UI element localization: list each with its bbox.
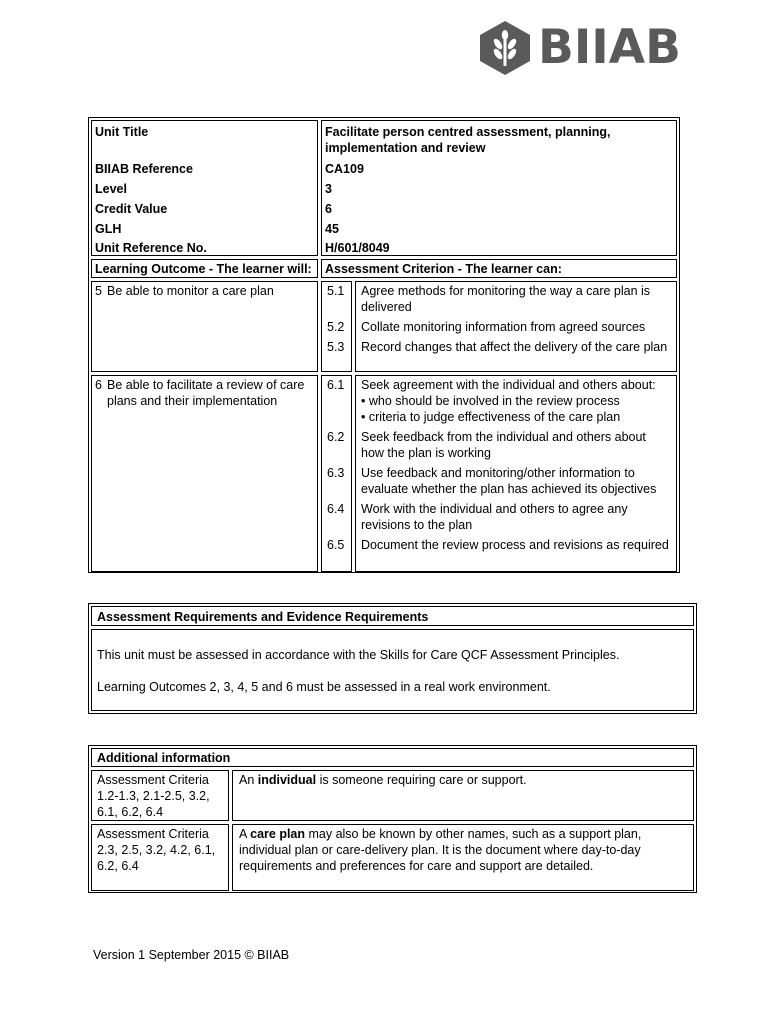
additional-definition-cell — [232, 770, 694, 821]
logo-text: BIIAB — [538, 20, 681, 75]
unit-title-value: Facilitate person centred assessment, planning, implementation and review — [325, 125, 611, 155]
meta-value: 3 — [325, 182, 332, 196]
assessment-requirements-table — [88, 603, 697, 714]
criterion-number: 6.3 — [327, 466, 345, 480]
criterion-text: Record changes that affect the delivery of the care plan — [361, 340, 668, 354]
unit-table — [88, 117, 680, 573]
criteria-text-column — [355, 375, 677, 572]
criterion-bullet: • who should be involved in the review process — [361, 394, 620, 408]
criteria-text-column — [355, 281, 677, 372]
meta-label: Unit Reference No. — [95, 241, 207, 255]
criterion-number: 5.1 — [327, 284, 345, 298]
learning-outcome-5 — [91, 281, 318, 372]
outcome-number: 5 — [95, 284, 102, 298]
meta-label: Level — [95, 182, 127, 196]
additional-definition-cell — [232, 824, 694, 891]
criterion-bullet: • criteria to judge effectiveness of the care plan — [361, 410, 621, 424]
outcome-number: 6 — [95, 378, 102, 392]
criterion-text: Work with the individual and others to agree any revisions to the plan — [361, 502, 628, 532]
meta-label: BIIAB Reference — [95, 162, 193, 176]
criterion-text: Seek agreement with the individual and others about: — [361, 378, 656, 392]
meta-value: 45 — [325, 222, 339, 236]
bullet-text: criteria to judge effectiveness of the care plan — [368, 410, 621, 424]
meta-value: 6 — [325, 202, 332, 216]
criterion-text: Use feedback and monitoring/other information to evaluate whether the plan has achieved its objectives — [361, 466, 657, 496]
requirements-title: Assessment Requirements and Evidence Requirements — [91, 606, 694, 626]
criterion-number: 6.2 — [327, 430, 345, 444]
wheat-hexagon-icon — [478, 20, 532, 76]
meta-label: Unit Title — [95, 125, 149, 139]
definition-term: individual — [257, 773, 317, 787]
definition-prefix: A — [239, 827, 251, 841]
criterion-text: Seek feedback from the individual and others about how the plan is working — [361, 430, 646, 460]
outcome-label: Be able to monitor a care plan — [107, 284, 274, 298]
meta-value: CA109 — [325, 162, 364, 176]
additional-information-table — [88, 745, 697, 893]
criterion-text: Agree methods for monitoring the way a care plan is delivered — [361, 284, 651, 314]
criterion-number: 5.3 — [327, 340, 345, 354]
meta-label: Credit Value — [95, 202, 168, 216]
criterion-number: 6.4 — [327, 502, 345, 516]
additional-title: Additional information — [91, 748, 694, 767]
definition-suffix: may also be known by other names, such as a support plan, individual plan or care-delivery plan. It is the document where day-to-day requirements and preferences for care and support are detailed. — [239, 827, 642, 873]
biiab-logo — [478, 20, 681, 76]
definition-prefix: An — [239, 773, 258, 787]
bullet-text: who should be involved in the review process — [368, 394, 620, 408]
definition-suffix: is someone requiring care or support. — [316, 773, 527, 787]
criteria-number-column — [321, 281, 352, 372]
meta-value: H/601/8049 — [325, 241, 390, 255]
assessment-criterion-header: Assessment Criterion - The learner can: — [321, 259, 677, 278]
definition-term: care plan — [250, 827, 306, 841]
requirements-paragraph: Learning Outcomes 2, 3, 4, 5 and 6 must be assessed in a real work environment. — [97, 680, 551, 694]
learning-outcome-header: Learning Outcome - The learner will: — [91, 259, 318, 278]
criterion-text: Document the review process and revisions as required — [361, 538, 669, 552]
additional-criteria-cell: Assessment Criteria 2.3, 2.5, 3.2, 4.2, 6.1, 6.2, 6.4 — [91, 824, 229, 891]
criterion-number: 5.2 — [327, 320, 345, 334]
learning-outcome-6 — [91, 375, 318, 572]
meta-label: GLH — [95, 222, 122, 236]
criteria-number-column — [321, 375, 352, 572]
requirements-paragraph: This unit must be assessed in accordance with the Skills for Care QCF Assessment Principles. — [97, 648, 620, 662]
unit-meta-values — [321, 120, 677, 256]
criterion-text: Collate monitoring information from agreed sources — [361, 320, 646, 334]
unit-meta-labels — [91, 120, 318, 256]
additional-criteria-cell: Assessment Criteria 1.2-1.3, 2.1-2.5, 3.2, 6.1, 6.2, 6.4 — [91, 770, 229, 821]
criterion-number: 6.5 — [327, 538, 345, 552]
footer-version: Version 1 September 2015 © BIIAB — [93, 948, 290, 962]
criterion-number: 6.1 — [327, 378, 345, 392]
requirements-body — [91, 629, 694, 711]
outcome-label: Be able to facilitate a review of care plans and their implementation — [107, 378, 305, 408]
